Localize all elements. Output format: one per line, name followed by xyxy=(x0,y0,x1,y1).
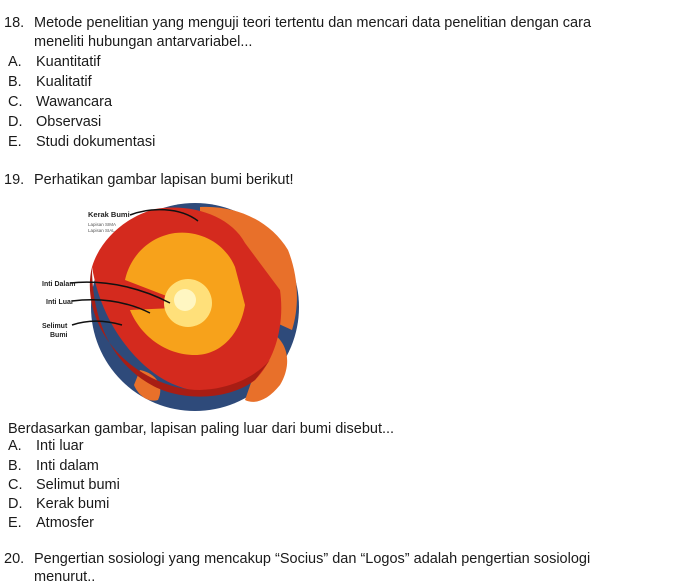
q18-option-e[interactable] xyxy=(8,133,155,151)
option-text: Kualitatif xyxy=(36,74,92,90)
option-letter: D. xyxy=(8,496,23,512)
option-text: Selimut bumi xyxy=(36,477,120,493)
option-letter: B. xyxy=(8,458,22,474)
label-outer-core: Inti Luar xyxy=(46,299,74,306)
q18-option-a[interactable] xyxy=(8,53,101,71)
earth-layers-figure xyxy=(30,195,320,420)
option-letter: E. xyxy=(8,134,22,150)
q18-text-2: meneliti hubungan antarvariabel... xyxy=(34,34,253,50)
option-letter: D. xyxy=(8,114,23,130)
q19-option-d[interactable] xyxy=(8,495,109,513)
q20-text-1: Pengertian sosiologi yang mencakup “Socius” dan “Logos” adalah pengertian sosiologi xyxy=(34,551,591,567)
label-crust: Kerak Bumi xyxy=(88,210,130,219)
q19-option-e[interactable] xyxy=(8,514,94,532)
option-letter: E. xyxy=(8,515,22,531)
label-sial: Lapisan SIAL xyxy=(88,228,115,233)
q19-question: Berdasarkan gambar, lapisan paling luar dari bumi disebut... xyxy=(8,421,395,437)
q18-text-1: Metode penelitian yang menguji teori tertentu dan mencari data penelitian dengan cara xyxy=(34,15,592,31)
label-sima: Lapisan SIMA xyxy=(88,222,117,227)
q18-option-b[interactable] xyxy=(8,73,92,91)
q19-option-a[interactable] xyxy=(8,437,84,455)
option-letter: B. xyxy=(8,74,22,90)
q20-line-1 xyxy=(4,550,590,568)
option-letter: A. xyxy=(8,438,22,454)
q19-number: 19. xyxy=(4,172,25,188)
q20-text-2: menurut.. xyxy=(34,569,96,585)
inner-core-highlight-shape xyxy=(174,289,196,311)
q18-line-1 xyxy=(4,14,591,32)
option-letter: A. xyxy=(8,54,22,70)
q18-option-d[interactable] xyxy=(8,113,101,131)
option-text: Studi dokumentasi xyxy=(36,134,156,150)
label-mantle-2: Bumi xyxy=(50,332,68,339)
option-text: Inti luar xyxy=(36,438,84,454)
q18-option-c[interactable] xyxy=(8,93,112,111)
option-text: Observasi xyxy=(36,114,102,130)
option-text: Atmosfer xyxy=(36,515,95,531)
option-letter: C. xyxy=(8,477,23,493)
option-text: Kuantitatif xyxy=(36,54,101,70)
option-text: Inti dalam xyxy=(36,458,99,474)
q18-number: 18. xyxy=(4,15,25,31)
label-mantle-1: Selimut xyxy=(42,323,68,330)
option-letter: C. xyxy=(8,94,23,110)
label-inner-core: Inti Dalam xyxy=(42,281,76,288)
q19-option-b[interactable] xyxy=(8,457,99,475)
q19-option-c[interactable] xyxy=(8,476,120,494)
option-text: Wawancara xyxy=(36,94,113,110)
earth-layers-diagram xyxy=(30,195,320,420)
q19-prompt-line xyxy=(4,171,294,189)
q19-prompt: Perhatikan gambar lapisan bumi berikut! xyxy=(34,172,294,188)
q20-number: 20. xyxy=(4,551,25,567)
option-text: Kerak bumi xyxy=(36,496,110,512)
